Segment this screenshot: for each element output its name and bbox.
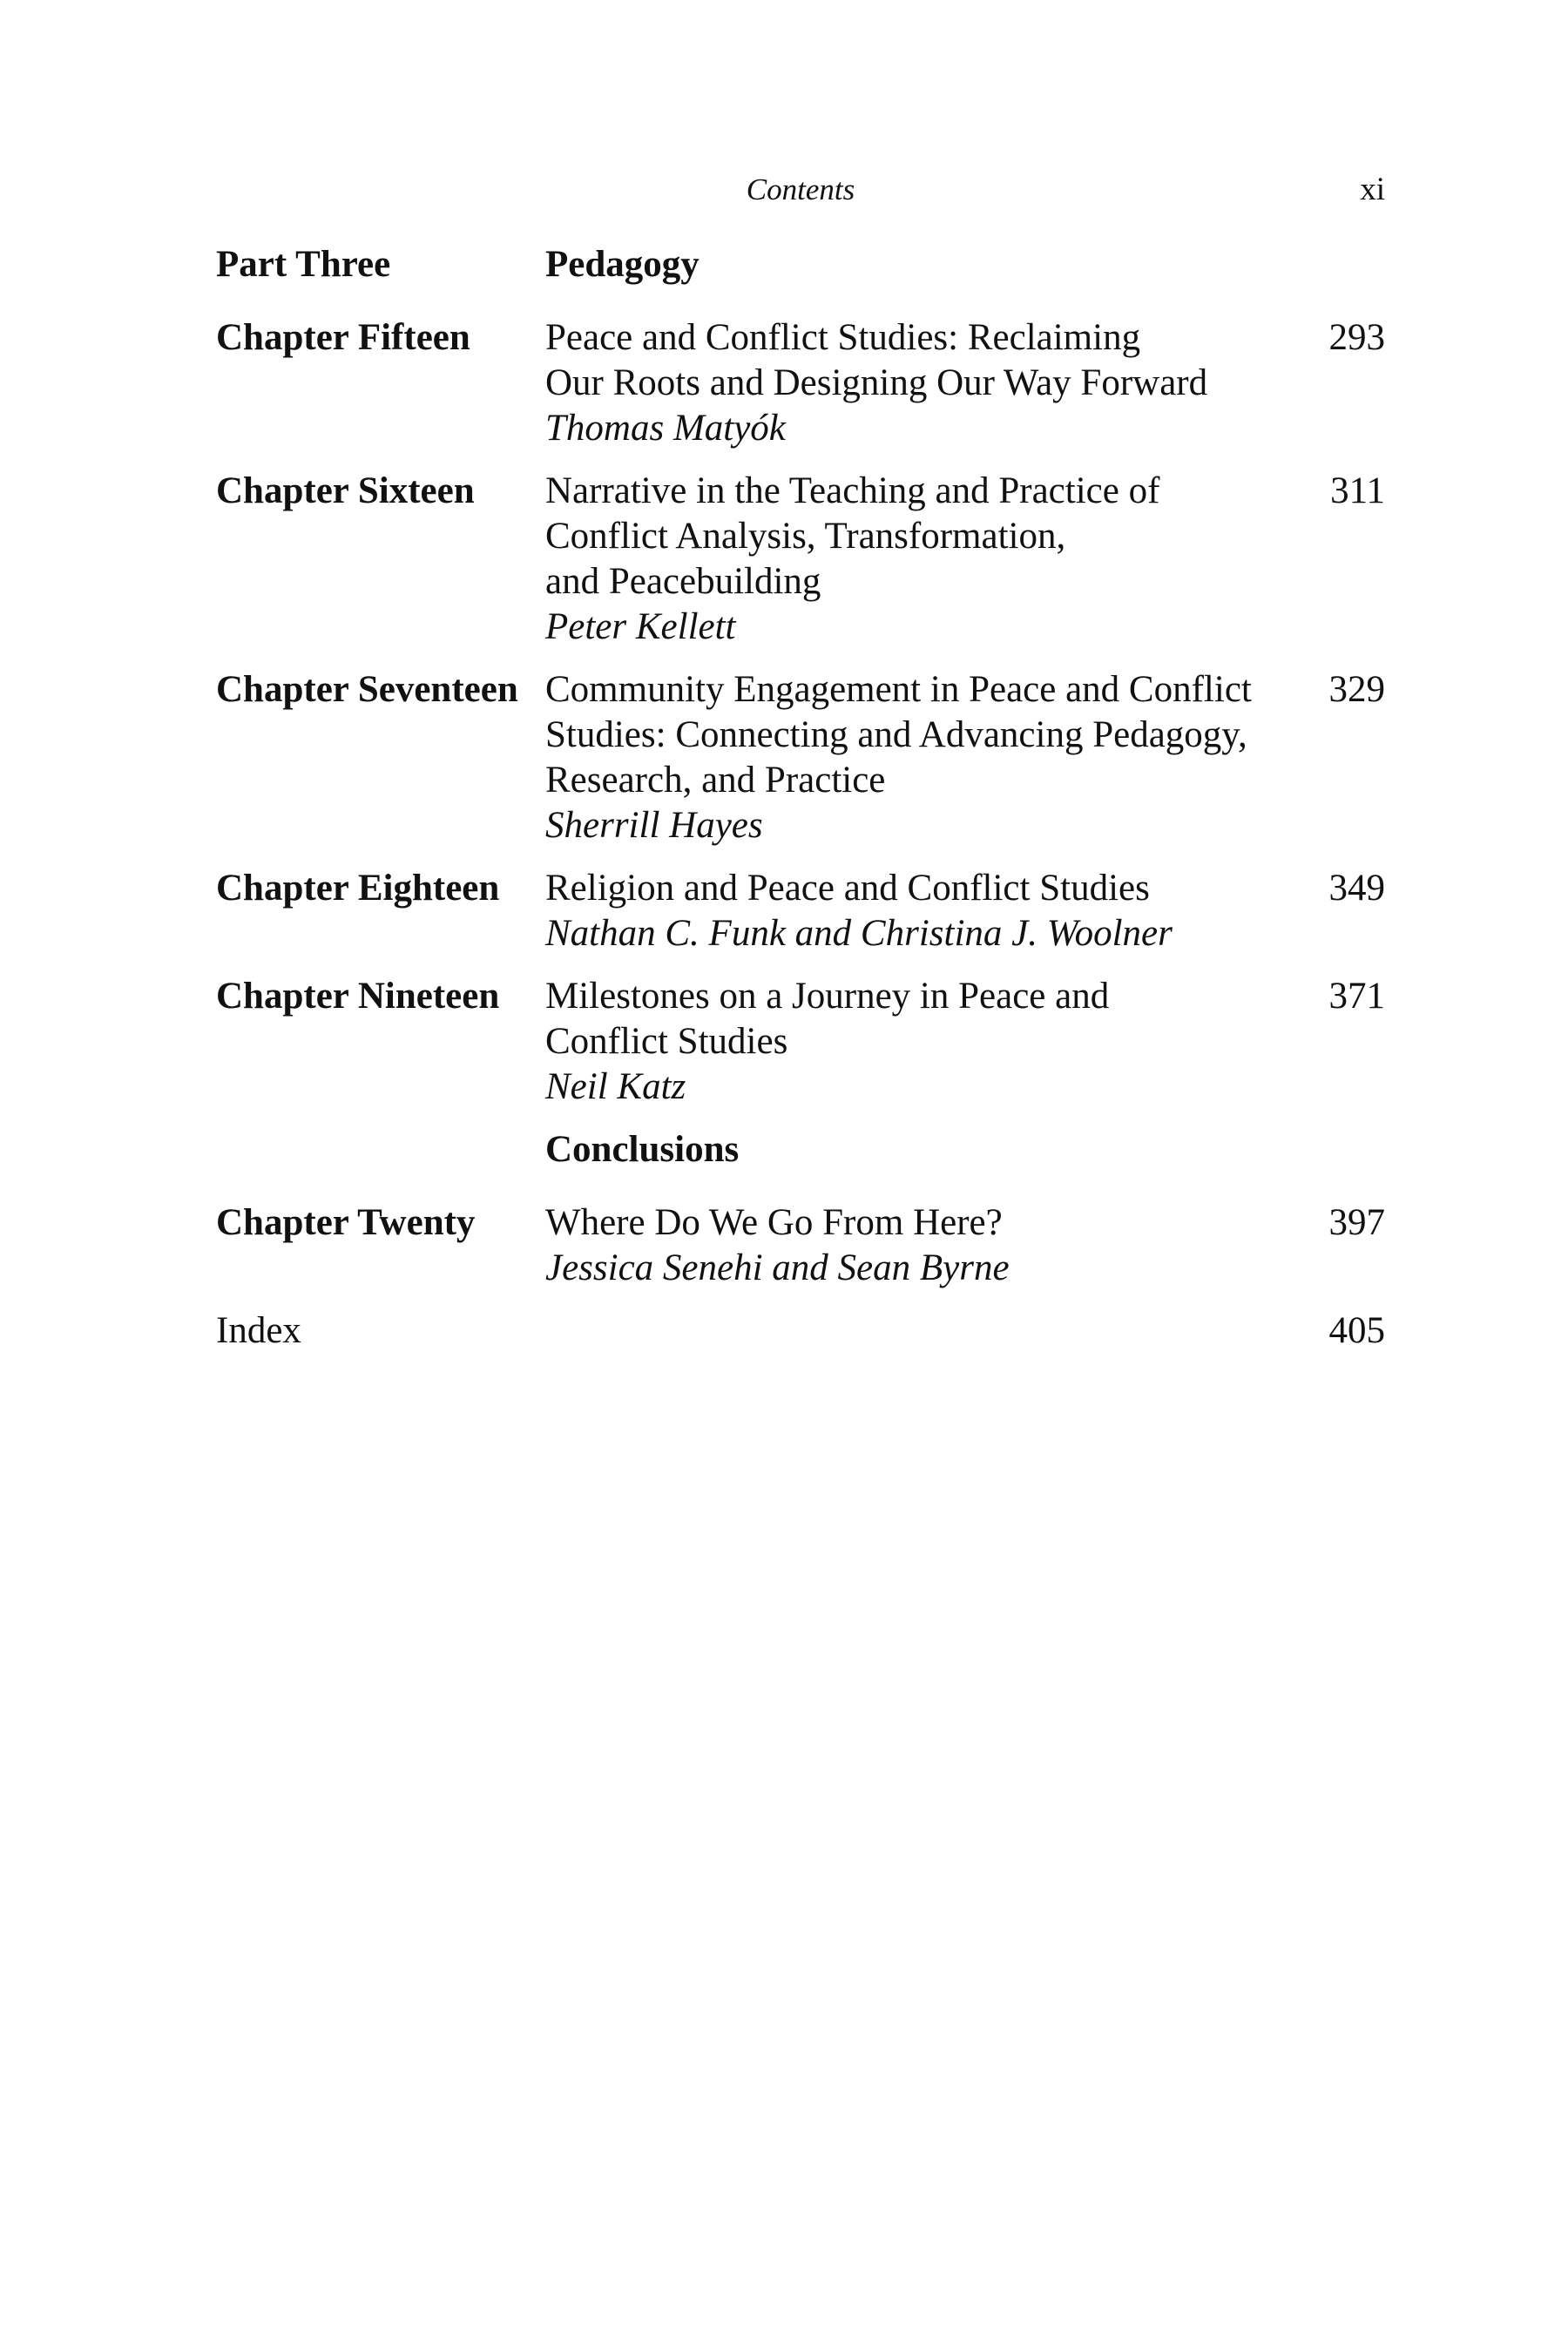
- chapter-page-number: 329: [1328, 669, 1385, 710]
- chapter-title-line: Community Engagement in Peace and Conflict: [545, 669, 1252, 710]
- toc-entry-chapter-sixteen[interactable]: [216, 469, 1385, 650]
- chapter-title-line: Conflict Analysis, Transformation,: [545, 516, 1066, 557]
- toc-entry-chapter-fifteen[interactable]: [216, 315, 1385, 451]
- running-header: [216, 167, 1385, 213]
- part-title: Pedagogy: [545, 244, 700, 285]
- chapter-title-line: Narrative in the Teaching and Practice of: [545, 470, 1160, 511]
- chapter-title-line: Our Roots and Designing Our Way Forward: [545, 362, 1208, 403]
- chapter-author: Jessica Senehi and Sean Byrne: [545, 1247, 1010, 1288]
- chapter-page-number: 397: [1328, 1202, 1385, 1243]
- chapter-entry: [545, 1200, 1274, 1291]
- toc-entry-chapter-nineteen[interactable]: [216, 974, 1385, 1110]
- running-title: Contents: [746, 172, 855, 206]
- chapter-author: Thomas Matyók: [545, 408, 786, 449]
- chapter-author: Neil Katz: [545, 1066, 686, 1107]
- chapter-label: Chapter Fifteen: [216, 317, 470, 358]
- chapter-author: Peter Kellett: [545, 606, 736, 647]
- chapter-title-line: Conflict Studies: [545, 1021, 788, 1062]
- chapter-author: Sherrill Hayes: [545, 805, 763, 846]
- chapter-title-line: Where Do We Go From Here?: [545, 1202, 1003, 1243]
- toc-section-row: [216, 1127, 1385, 1173]
- chapter-label: Chapter Twenty: [216, 1202, 476, 1243]
- chapter-label: Chapter Seventeen: [216, 669, 518, 710]
- chapter-title-line: and Peacebuilding: [545, 561, 821, 602]
- section-title: Conclusions: [545, 1129, 740, 1170]
- chapter-entry: [545, 315, 1274, 451]
- part-label: Part Three: [216, 244, 391, 285]
- chapter-page-number: 349: [1328, 868, 1385, 909]
- toc-entry-index[interactable]: [216, 1308, 1385, 1354]
- chapter-entry: [545, 667, 1274, 848]
- chapter-page-number: 293: [1328, 317, 1385, 358]
- chapter-page-number: 371: [1328, 976, 1385, 1017]
- chapter-label: Chapter Sixteen: [216, 470, 475, 511]
- toc-part-row: [216, 242, 1385, 287]
- chapter-entry: [545, 469, 1274, 650]
- index-label: Index: [216, 1310, 301, 1351]
- toc-entry-chapter-twenty[interactable]: [216, 1200, 1385, 1291]
- toc-entry-chapter-seventeen[interactable]: [216, 667, 1385, 848]
- chapter-title-line: Peace and Conflict Studies: Reclaiming: [545, 317, 1141, 358]
- chapter-title-line: Studies: Connecting and Advancing Pedagogy,: [545, 714, 1247, 755]
- page-number: xi: [1360, 172, 1385, 207]
- chapter-page-number: 311: [1330, 470, 1385, 511]
- chapter-entry: [545, 974, 1274, 1110]
- chapter-entry: [545, 866, 1274, 956]
- chapter-label: Chapter Eighteen: [216, 868, 500, 909]
- chapter-title-line: Research, and Practice: [545, 760, 886, 801]
- chapter-title-line: Milestones on a Journey in Peace and: [545, 976, 1110, 1017]
- toc-entry-chapter-eighteen[interactable]: [216, 866, 1385, 956]
- chapter-label: Chapter Nineteen: [216, 976, 500, 1017]
- chapter-author: Nathan C. Funk and Christina J. Woolner: [545, 913, 1173, 954]
- table-of-contents: [216, 242, 1385, 1354]
- chapter-title-line: Religion and Peace and Conflict Studies: [545, 868, 1150, 909]
- index-page-number: 405: [1328, 1310, 1385, 1351]
